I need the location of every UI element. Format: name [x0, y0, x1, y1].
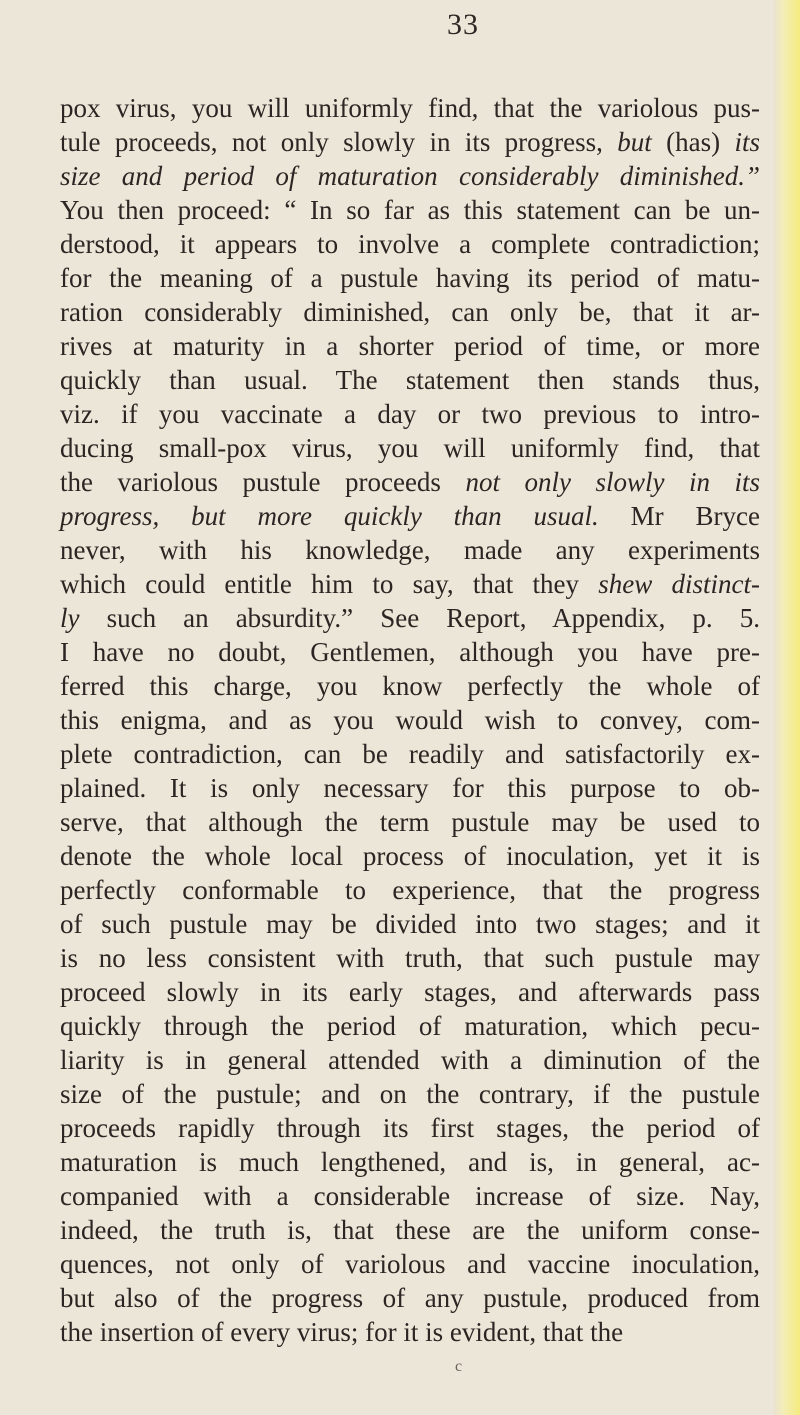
- text-segment: derstood, it appears to involve a complete contradiction;: [60, 229, 760, 259]
- text-line: [60, 669, 760, 703]
- text-segment: ducing small-pox virus, you will uniformly find, that: [60, 433, 760, 463]
- text-line: [60, 465, 760, 499]
- text-segment: this enigma, and as you would wish to convey, com-: [60, 705, 760, 735]
- text-segment: serve, that although the term pustule may be used to: [60, 807, 760, 837]
- text-segment: which could entitle him to say, that they: [60, 569, 599, 599]
- text-segment: quickly through the period of maturation, which pecu-: [60, 1011, 760, 1041]
- text-line: [60, 703, 760, 737]
- text-line: [60, 499, 760, 533]
- page-number: 33: [447, 8, 479, 41]
- page-edge: [774, 0, 800, 1415]
- text-line: [60, 329, 760, 363]
- italic-text: its: [734, 127, 760, 157]
- text-line: [60, 1145, 760, 1179]
- text-line: [60, 125, 760, 159]
- text-line: [60, 1213, 760, 1247]
- italic-text: size and period of maturation considerably diminished.”: [60, 161, 760, 191]
- text-line: [60, 975, 760, 1009]
- text-line: [60, 1179, 760, 1213]
- text-line: [60, 737, 760, 771]
- text-segment: I have no doubt, Gentlemen, although you have pre-: [60, 637, 760, 667]
- text-segment: viz. if you vaccinate a day or two previous to intro-: [60, 399, 760, 429]
- text-line: [60, 839, 760, 873]
- text-line: [60, 601, 760, 635]
- text-segment: You then proceed: “ In so far as this statement can be un-: [60, 195, 760, 225]
- text-line: [60, 1281, 760, 1315]
- text-segment: maturation is much lengthened, and is, in general, ac-: [60, 1147, 760, 1177]
- text-line: [60, 1111, 760, 1145]
- text-segment: plained. It is only necessary for this purpose to ob-: [60, 773, 760, 803]
- text-segment: (has): [651, 127, 735, 157]
- text-segment: Mr Bryce: [598, 501, 760, 531]
- text-line: [60, 431, 760, 465]
- text-segment: perfectly conformable to experience, that the progress: [60, 875, 760, 905]
- italic-text: but: [617, 127, 652, 157]
- text-segment: proceed slowly in its early stages, and afterwards pass: [60, 977, 760, 1007]
- text-segment: denote the whole local process of inoculation, yet it is: [60, 841, 760, 871]
- text-line: [60, 91, 760, 125]
- text-line: [60, 397, 760, 431]
- text-segment: ration considerably diminished, can only be, that it ar-: [60, 297, 760, 327]
- text-line: [60, 1077, 760, 1111]
- body-text: [60, 91, 760, 1349]
- text-line: [60, 907, 760, 941]
- text-line: [60, 261, 760, 295]
- text-line: [60, 193, 760, 227]
- text-segment: but also of the progress of any pustule, produced from: [60, 1283, 760, 1313]
- text-line: [60, 1043, 760, 1077]
- text-segment: pox virus, you will uniformly find, that the variolous pus-: [60, 93, 760, 123]
- italic-text: not only slowly in its: [465, 467, 760, 497]
- signature-mark: c: [455, 1358, 463, 1375]
- text-segment: of such pustule may be divided into two stages; and it: [60, 909, 760, 939]
- text-line: [60, 805, 760, 839]
- text-segment: companied with a considerable increase of size. Nay,: [60, 1181, 760, 1211]
- text-segment: quences, not only of variolous and vaccine inoculation,: [60, 1249, 760, 1279]
- text-segment: indeed, the truth is, that these are the uniform conse-: [60, 1215, 760, 1245]
- text-segment: quickly than usual. The statement then stands thus,: [60, 365, 760, 395]
- text-segment: the variolous pustule proceeds: [60, 467, 466, 497]
- text-line: [60, 533, 760, 567]
- text-line: [60, 1315, 760, 1349]
- text-segment: for the meaning of a pustule having its period of matu-: [60, 263, 760, 293]
- text-segment: tule proceeds, not only slowly in its progress,: [60, 127, 618, 157]
- text-line: [60, 295, 760, 329]
- text-segment: ferred this charge, you know perfectly the whole of: [60, 671, 760, 701]
- italic-text: shew distinct-: [598, 569, 760, 599]
- text-line: [60, 941, 760, 975]
- italic-text: ly: [60, 603, 80, 633]
- text-segment: proceeds rapidly through its first stages, the period of: [60, 1113, 760, 1143]
- text-segment: rives at maturity in a shorter period of time, or more: [60, 331, 760, 361]
- text-segment: the insertion of every virus; for it is evident, that the: [60, 1317, 624, 1347]
- text-line: [60, 567, 760, 601]
- text-segment: size of the pustule; and on the contrary, if the pustule: [60, 1079, 760, 1109]
- text-line: [60, 1009, 760, 1043]
- text-segment: liarity is in general attended with a diminution of the: [60, 1045, 760, 1075]
- text-line: [60, 1247, 760, 1281]
- text-line: [60, 363, 760, 397]
- text-line: [60, 771, 760, 805]
- text-segment: such an absurdity.” See Report, Appendix, p. 5.: [79, 603, 760, 633]
- text-line: [60, 635, 760, 669]
- text-segment: never, with his knowledge, made any experiments: [60, 535, 760, 565]
- text-line: [60, 227, 760, 261]
- italic-text: progress, but more quickly than usual.: [60, 501, 599, 531]
- text-segment: plete contradiction, can be readily and satisfactorily ex-: [60, 739, 760, 769]
- text-line: [60, 159, 760, 193]
- text-line: [60, 873, 760, 907]
- text-segment: is no less consistent with truth, that such pustule may: [60, 943, 760, 973]
